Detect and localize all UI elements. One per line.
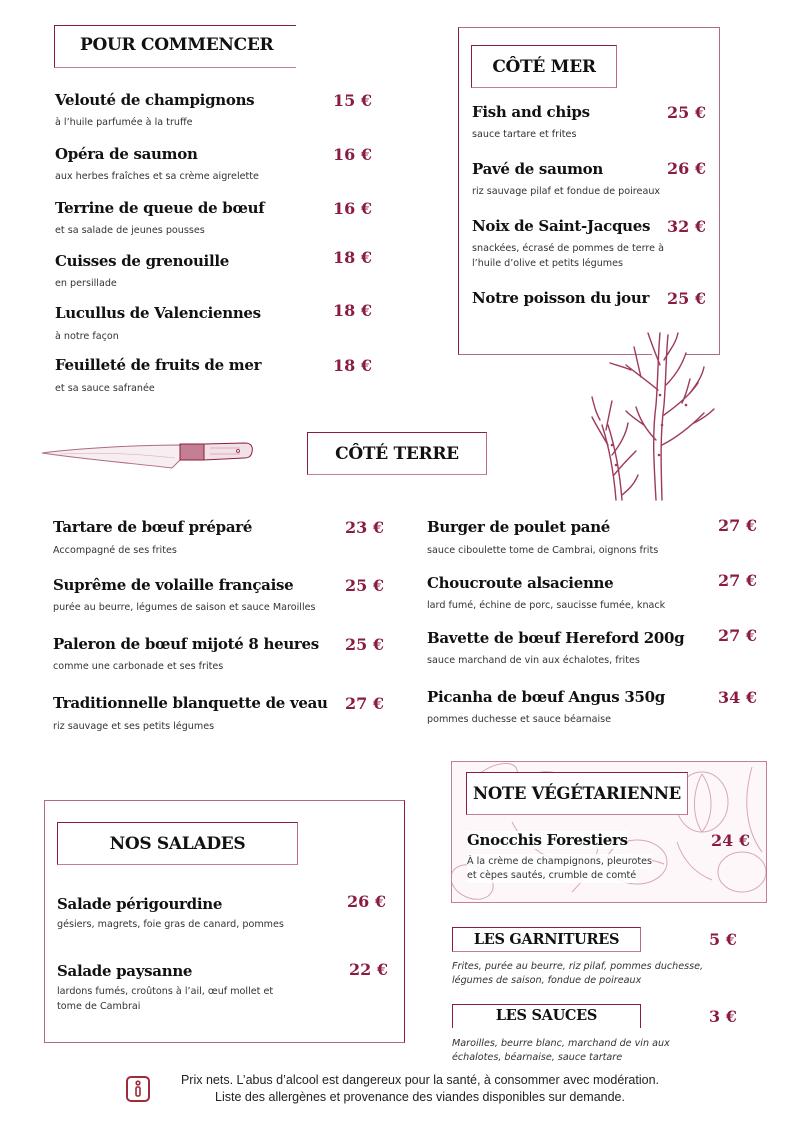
dish-name: Choucroute alsacienne — [427, 574, 614, 592]
dish-price: 25 € — [667, 103, 706, 122]
dish-price: 16 € — [333, 199, 372, 218]
dish-name: Terrine de queue de bœuf — [55, 199, 265, 217]
sauces-price: 3 € — [709, 1007, 737, 1026]
dish-name: Opéra de saumon — [55, 145, 198, 163]
dish-description: et sa sauce safranée — [55, 383, 155, 394]
knife-illustration — [40, 440, 255, 470]
dish-price: 18 € — [333, 301, 372, 320]
garnitures-description: Frites, purée au beurre, riz pilaf, pommes duchesse, — [452, 961, 704, 972]
dish-name: Lucullus de Valenciennes — [55, 304, 261, 322]
garnitures-description: légumes de saison, fondue de poireaux — [452, 975, 642, 986]
dish-description: et sa salade de jeunes pousses — [55, 225, 205, 236]
dish-name: Gnocchis Forestiers — [467, 831, 628, 849]
garnitures-price: 5 € — [709, 930, 737, 949]
dish-price: 25 € — [667, 289, 706, 308]
dish-price: 25 € — [345, 576, 384, 595]
dish-name: Burger de poulet pané — [427, 518, 611, 536]
dish-name: Suprême de volaille française — [53, 576, 294, 594]
dish-price: 34 € — [718, 688, 757, 707]
dish-name: Salade périgourdine — [57, 895, 223, 913]
dish-name: Velouté de champignons — [55, 91, 255, 109]
dish-price: 25 € — [345, 635, 384, 654]
dish-description: lard fumé, échine de porc, saucisse fumée, knack — [427, 600, 666, 611]
note-vegetarienne-title: NOTE VÉGÉTARIENNE — [466, 772, 688, 815]
dish-price: 27 € — [718, 626, 757, 645]
footer-line-1: Prix nets. L’abus d’alcool est dangereux pour la santé, à consommer avec modération. — [180, 1073, 660, 1087]
dish-description: sauce tartare et frites — [472, 129, 577, 140]
dish-description: pommes duchesse et sauce béarnaise — [427, 714, 612, 725]
dish-description: à l’huile parfumée à la truffe — [55, 117, 193, 128]
dish-price: 27 € — [718, 516, 757, 535]
dish-description: à notre façon — [55, 331, 119, 342]
dish-description: Accompagné de ses frites — [53, 545, 177, 556]
dish-name: Fish and chips — [472, 103, 590, 121]
dish-description: snackées, écrasé de pommes de terre à — [472, 243, 664, 254]
dish-name: Cuisses de grenouille — [55, 252, 229, 270]
dish-price: 18 € — [333, 356, 372, 375]
dish-name: Traditionnelle blanquette de veau — [53, 694, 328, 712]
dish-description: sauce marchand de vin aux échalotes, frites — [427, 655, 640, 666]
dish-description: l’huile d’olive et petits légumes — [472, 258, 624, 269]
dish-description: purée au beurre, légumes de saison et sauce Maroilles — [53, 602, 316, 613]
pour-commencer-title: POUR COMMENCER — [80, 35, 274, 55]
dish-description: lardons fumés, croûtons à l’ail, œuf mollet et — [57, 986, 274, 997]
dish-description: en persillade — [55, 278, 117, 289]
dish-description: tome de Cambrai — [57, 1001, 141, 1012]
dish-name: Feuilleté de fruits de mer — [55, 356, 262, 374]
dish-price: 16 € — [333, 145, 372, 164]
dish-name: Noix de Saint-Jacques — [472, 217, 651, 235]
dish-name: Notre poisson du jour — [472, 289, 650, 307]
garnitures-title: LES GARNITURES — [452, 927, 641, 952]
dish-name: Pavé de saumon — [472, 160, 603, 178]
dish-price: 32 € — [667, 217, 706, 236]
dish-price: 18 € — [333, 248, 372, 267]
dish-description: riz sauvage pilaf et fondue de poireaux — [472, 186, 661, 197]
dish-price: 23 € — [345, 518, 384, 537]
dish-name: Paleron de bœuf mijoté 8 heures — [53, 635, 319, 653]
sauces-description: échalotes, béarnaise, sauce tartare — [452, 1052, 623, 1063]
cote-terre-title: CÔTÉ TERRE — [307, 432, 487, 475]
info-icon — [126, 1076, 150, 1102]
dish-price: 27 € — [718, 571, 757, 590]
dish-price: 22 € — [349, 960, 388, 979]
dish-description: et cèpes sautés, crumble de comté — [467, 870, 637, 881]
dish-price: 27 € — [345, 694, 384, 713]
dish-price: 26 € — [347, 892, 386, 911]
dish-name: Bavette de bœuf Hereford 200g — [427, 629, 685, 647]
sauces-description: Maroilles, beurre blanc, marchand de vin aux — [452, 1038, 670, 1049]
dish-description: comme une carbonade et ses frites — [53, 661, 224, 672]
dish-price: 26 € — [667, 159, 706, 178]
nos-salades-title: NOS SALADES — [57, 822, 298, 865]
dish-price: 15 € — [333, 91, 372, 110]
sauces-title: LES SAUCES — [495, 1007, 598, 1024]
dish-name: Picanha de bœuf Angus 350g — [427, 688, 665, 706]
dish-description: sauce ciboulette tome de Cambrai, oignons frits — [427, 545, 659, 556]
dish-description: aux herbes fraîches et sa crème aigrelette — [55, 171, 259, 182]
footer-line-2: Liste des allergènes et provenance des viandes disponibles sur demande. — [215, 1090, 625, 1104]
dish-description: gésiers, magrets, foie gras de canard, pommes — [57, 919, 284, 930]
coral-illustration — [586, 325, 726, 505]
dish-name: Tartare de bœuf préparé — [53, 518, 253, 536]
cote-mer-title: CÔTÉ MER — [471, 45, 617, 88]
dish-name: Salade paysanne — [57, 962, 193, 980]
dish-description: riz sauvage et ses petits légumes — [53, 721, 215, 732]
dish-description: À la crème de champignons, pleurotes — [467, 856, 653, 867]
dish-price: 24 € — [711, 831, 750, 850]
